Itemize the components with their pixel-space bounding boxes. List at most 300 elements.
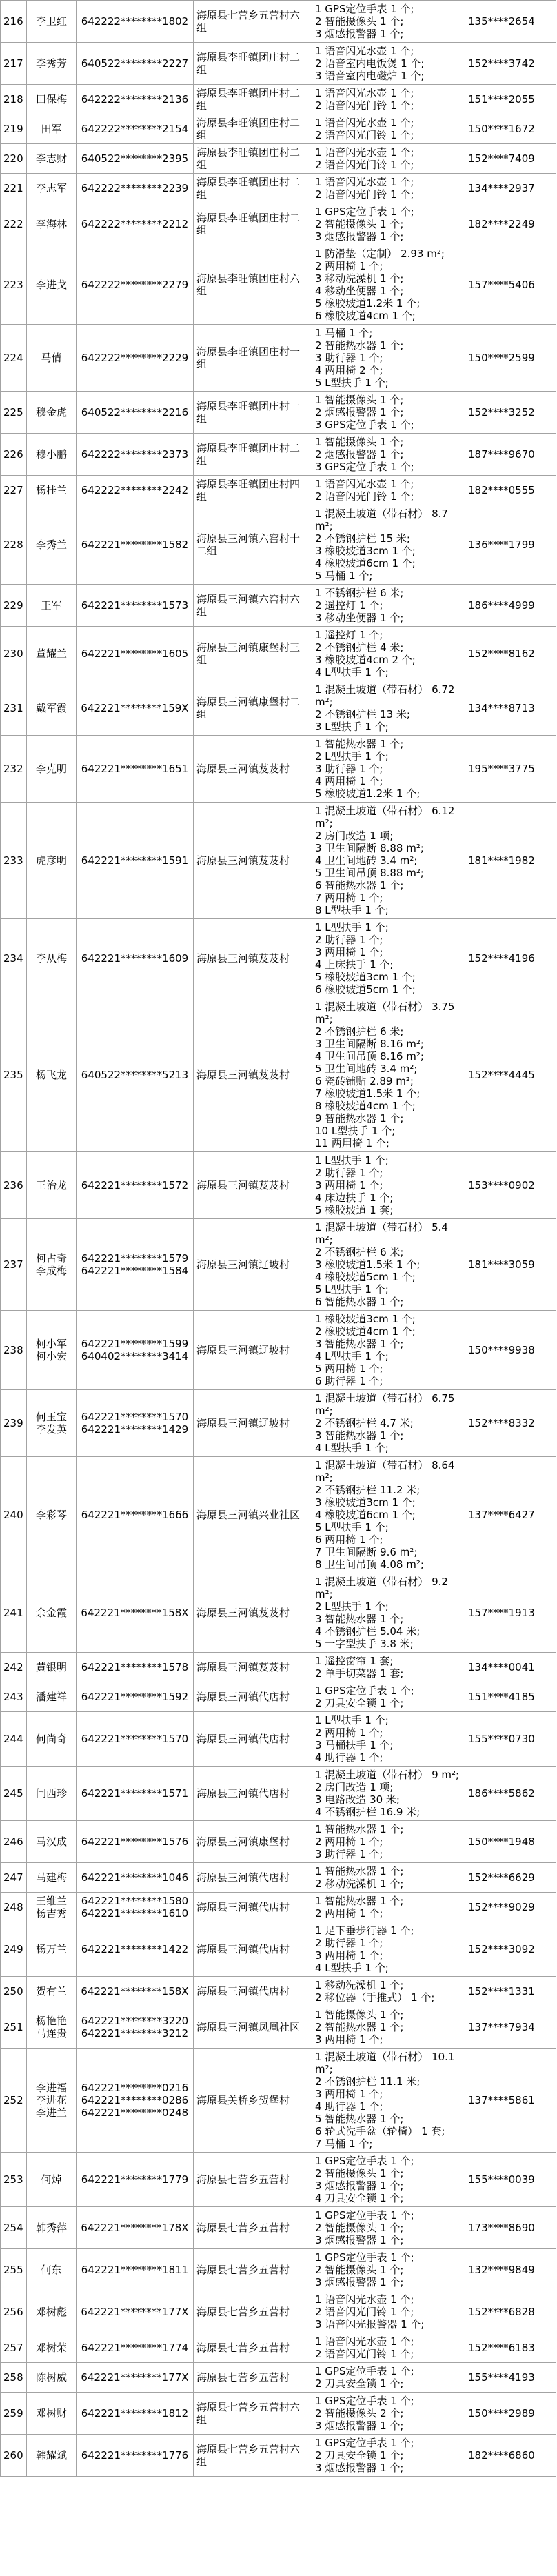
item-line: 3 电路改造 30 米; [315, 1793, 400, 1806]
id-number: 642221********1580 [81, 1895, 189, 1907]
row-index-cell: 238 [1, 1311, 27, 1390]
item-line: 1 混凝土坡道（带石材） 6.12 m²; [315, 805, 455, 829]
item-line: 1 语音闪光水壶 1 个; [315, 176, 414, 188]
id-number: 642222********2136 [81, 93, 189, 105]
person-name: 马连贵 [35, 2027, 67, 2040]
person-name: 柯小宏 [35, 1350, 67, 1362]
table-row [1, 144, 556, 174]
item-line: 3 助行器 1 个; [315, 1848, 383, 1860]
phone-cell: 152****8332 [465, 1390, 556, 1457]
phone-cell: 181****3059 [465, 1219, 556, 1311]
id-number-cell [77, 2006, 194, 2049]
items-cell [312, 2291, 465, 2333]
item-line: 5 L型扶手 1 个; [315, 376, 389, 389]
person-name: 陈树威 [35, 2371, 67, 2384]
item-line: 1 GPS定位手表 1 个; [315, 2155, 414, 2167]
row-index-cell: 240 [1, 1457, 27, 1573]
phone-cell: 155****0039 [465, 2153, 556, 2207]
item-line: 2 语音闪光门铃 1 个; [315, 129, 414, 141]
phone-cell: 152****1331 [465, 1977, 556, 2006]
phone-cell: 186****4999 [465, 585, 556, 627]
id-number-cell [77, 998, 194, 1152]
item-line: 4 橡胶坡道6cm 1 个; [315, 1509, 416, 1521]
item-line: 1 混凝土坡道（带石材） 8.7 m²; [315, 507, 448, 532]
items-cell [312, 85, 465, 114]
phone-cell: 155****0730 [465, 1712, 556, 1767]
phone-cell: 134****2937 [465, 174, 556, 203]
phone-cell: 137****7934 [465, 2006, 556, 2049]
id-number-cell [77, 1682, 194, 1712]
id-number: 640522********2216 [81, 406, 189, 419]
item-line: 2 L型扶手 1 个; [315, 1600, 389, 1613]
table-row [1, 1, 556, 43]
item-line: 3 智能热水器 1 个; [315, 1338, 404, 1350]
item-line: 7 卫生间隔断 9.6 m²; [315, 1546, 418, 1558]
id-number-cell [77, 505, 194, 585]
item-line: 3 两用椅 1 个; [315, 2088, 383, 2100]
id-number-cell [77, 1922, 194, 1977]
item-line: 2 橡胶坡道4cm 1 个; [315, 1325, 416, 1338]
person-name: 李海林 [35, 218, 67, 230]
items-cell [312, 2393, 465, 2435]
id-number-cell [77, 392, 194, 434]
row-index-cell: 250 [1, 1977, 27, 2006]
item-line: 1 足下垂步行器 1 个; [315, 1924, 414, 1937]
items-cell [312, 1457, 465, 1573]
id-number: 642221********177X [81, 2371, 189, 2384]
person-name: 李秀芳 [35, 57, 67, 70]
item-line: 3 烟感报警器 1 个; [315, 2234, 404, 2246]
item-line: 4 床边扶手 1 个; [315, 1191, 394, 1204]
row-index-cell: 228 [1, 505, 27, 585]
item-line: 6 橡胶坡道5cm 1 个; [315, 983, 416, 996]
name-cell [27, 803, 77, 919]
id-number: 642221********1610 [81, 1907, 189, 1920]
phone-cell: 152****9029 [465, 1893, 556, 1922]
id-number: 642221********1570 [81, 1411, 189, 1423]
table-row [1, 2006, 556, 2049]
person-name: 潘建祥 [35, 1691, 67, 1703]
id-number-cell [77, 1573, 194, 1653]
item-line: 1 L型扶手 1 个; [315, 1714, 389, 1727]
id-number-cell [77, 1219, 194, 1311]
table-row [1, 2153, 556, 2207]
item-line: 2 两用椅 1 个; [315, 1727, 383, 1739]
item-line: 1 移动洗澡机 1 个; [315, 1979, 404, 1991]
address-cell: 海原县三河镇芨芨村 [194, 736, 312, 803]
items-cell [312, 998, 465, 1152]
item-line: 6 助行器 1 个; [315, 1375, 383, 1387]
person-name: 何东 [41, 2264, 62, 2276]
person-name: 王治龙 [35, 1179, 67, 1191]
table-row [1, 434, 556, 476]
item-line: 1 语音闪光水壶 1 个; [315, 478, 414, 490]
address-cell: 海原县七营乡五营村六组 [194, 2393, 312, 2435]
id-number-cell [77, 1977, 194, 2006]
item-line: 1 防滑垫（定制） 2.93 m²; [315, 248, 445, 260]
row-index-cell: 219 [1, 114, 27, 144]
id-number: 642221********1570 [81, 1733, 189, 1745]
person-name: 李进花 [35, 2094, 67, 2106]
id-number: 642221********1429 [81, 1423, 189, 1436]
item-line: 4 橡胶坡道5cm 1 个; [315, 1271, 416, 1283]
items-cell [312, 736, 465, 803]
item-line: 2 智能摄像头 1 个; [315, 2222, 404, 2234]
name-cell [27, 1311, 77, 1390]
id-number-cell [77, 1457, 194, 1573]
id-number-cell [77, 1653, 194, 1682]
item-line: 3 烟感报警器 1 个; [315, 28, 404, 40]
item-line: 2 不锈钢护栏 6 米; [315, 1246, 404, 1258]
item-line: 3 橡胶坡道3cm 1 个; [315, 545, 416, 557]
person-name: 李进福 [35, 2082, 67, 2094]
item-line: 6 两用椅 1 个; [315, 1533, 383, 1546]
item-line: 2 移动洗澡机 1 个; [315, 1878, 404, 1890]
name-cell [27, 1712, 77, 1767]
item-line: 2 智能摄像头 1 个; [315, 2264, 404, 2276]
id-number-cell [77, 2435, 194, 2477]
item-line: 3 烟感报警器 1 个; [315, 2180, 404, 2192]
person-name: 闫西珍 [35, 1787, 67, 1800]
items-cell [312, 203, 465, 245]
name-cell [27, 1457, 77, 1573]
name-cell [27, 1893, 77, 1922]
item-line: 2 移位器（手推式） 1 个; [315, 1991, 435, 2004]
items-cell [312, 585, 465, 627]
item-line: 5 L型扶手 1 个; [315, 1283, 389, 1296]
item-line: 2 语音闪光门铃 1 个; [315, 99, 414, 112]
address-cell: 海原县李旺镇团庄村二组 [194, 203, 312, 245]
id-number: 642221********1579 [81, 1252, 189, 1265]
table-row [1, 736, 556, 803]
table-row [1, 1821, 556, 1863]
person-name: 李志军 [35, 182, 67, 194]
id-number: 642221********1571 [81, 1787, 189, 1800]
row-index-cell: 241 [1, 1573, 27, 1653]
table-row [1, 1863, 556, 1893]
phone-cell: 152****6183 [465, 2333, 556, 2363]
row-index-cell: 225 [1, 392, 27, 434]
address-cell: 海原县关桥乡贺堡村 [194, 2049, 312, 2153]
row-index-cell: 258 [1, 2363, 27, 2393]
item-line: 2 智能热水器 1 个; [315, 2021, 404, 2033]
item-line: 6 橡胶坡道4cm 1 个; [315, 310, 416, 322]
id-number: 642222********2154 [81, 123, 189, 135]
row-index-cell: 220 [1, 144, 27, 174]
id-number: 642221********159X [81, 702, 189, 714]
id-number-cell [77, 2049, 194, 2153]
item-line: 2 语音闪光门铃 1 个; [315, 2348, 414, 2360]
item-line: 5 橡胶坡道 1 套; [315, 1204, 394, 1216]
items-cell [312, 1712, 465, 1767]
item-line: 7 两用椅 1 个; [315, 892, 383, 904]
id-number: 642222********2373 [81, 448, 189, 461]
phone-cell: 135****2654 [465, 1, 556, 43]
address-cell: 海原县三河镇辽坡村 [194, 1311, 312, 1390]
row-index-cell: 218 [1, 85, 27, 114]
item-line: 1 语音闪光水壶 1 个; [315, 146, 414, 159]
item-line: 1 GPS定位手表 1 个; [315, 2437, 414, 2449]
items-cell [312, 2333, 465, 2363]
item-line: 5 一字型扶手 3.8 米; [315, 1638, 414, 1650]
items-cell [312, 681, 465, 736]
person-name: 黄银明 [35, 1661, 67, 1673]
items-cell [312, 114, 465, 144]
phone-cell: 152****4196 [465, 919, 556, 998]
phone-cell: 150****1948 [465, 1821, 556, 1863]
items-cell [312, 1863, 465, 1893]
name-cell [27, 85, 77, 114]
phone-cell: 157****1913 [465, 1573, 556, 1653]
item-line: 4 助行器 1 个; [315, 2100, 383, 2113]
item-line: 2 语音闪光门铃 1 个; [315, 490, 414, 503]
name-cell [27, 585, 77, 627]
id-number-cell [77, 2153, 194, 2207]
name-cell [27, 1767, 77, 1821]
table-row [1, 1457, 556, 1573]
table-row [1, 681, 556, 736]
item-line: 5 两用椅 1 个; [315, 1362, 383, 1375]
phone-cell: 136****1799 [465, 505, 556, 585]
item-line: 4 卫生间吊顶 8.16 m²; [315, 1050, 424, 1063]
item-line: 1 混凝土坡道（带石材） 8.64 m²; [315, 1459, 455, 1484]
name-cell [27, 476, 77, 505]
row-index-cell: 249 [1, 1922, 27, 1977]
address-cell: 海原县三河镇代店村 [194, 1863, 312, 1893]
person-name: 何尚奇 [35, 1733, 67, 1745]
name-cell [27, 2049, 77, 2153]
row-index-cell: 227 [1, 476, 27, 505]
person-name: 何焯 [41, 2173, 62, 2186]
address-cell: 海原县七营乡五营村 [194, 2153, 312, 2207]
name-cell [27, 203, 77, 245]
item-line: 4 L型扶手 1 个; [315, 1442, 389, 1454]
id-number: 640522********2395 [81, 152, 189, 165]
item-line: 3 烟感报警器 1 个; [315, 2462, 404, 2474]
phone-cell: 137****6427 [465, 1457, 556, 1573]
id-number: 642221********3220 [81, 2015, 189, 2027]
name-cell [27, 1152, 77, 1219]
item-line: 3 GPS定位手表 1 个; [315, 461, 414, 473]
address-cell: 海原县七营乡五营村六组 [194, 2435, 312, 2477]
item-line: 5 智能热水器 1 个; [315, 2113, 404, 2125]
id-number: 642221********1609 [81, 952, 189, 965]
item-line: 3 语音室内电磁炉 1 个; [315, 70, 425, 82]
item-line: 1 GPS定位手表 1 个; [315, 205, 414, 218]
item-line: 3 语音闪光报警器 1 个; [315, 2318, 425, 2331]
row-index-cell: 257 [1, 2333, 27, 2363]
address-cell: 海原县七营乡五营村 [194, 2249, 312, 2291]
row-index-cell: 235 [1, 998, 27, 1152]
id-number: 642221********1046 [81, 1871, 189, 1884]
address-cell: 海原县三河镇代店村 [194, 1682, 312, 1712]
item-line: 3 两用椅 1 个; [315, 2033, 383, 2046]
items-cell [312, 1653, 465, 1682]
item-line: 4 两用椅 1 个; [315, 775, 383, 787]
item-line: 1 智能热水器 1 个; [315, 1823, 404, 1835]
address-cell: 海原县李旺镇团庄村一组 [194, 325, 312, 392]
name-cell [27, 505, 77, 585]
item-line: 3 烟感报警器 1 个; [315, 2276, 404, 2288]
row-index-cell: 216 [1, 1, 27, 43]
id-number-cell [77, 85, 194, 114]
row-index-cell: 233 [1, 803, 27, 919]
item-line: 1 GPS定位手表 1 个; [315, 2209, 414, 2222]
item-line: 1 GPS定位手表 1 个; [315, 2365, 414, 2377]
row-index-cell: 255 [1, 2249, 27, 2291]
item-line: 5 L型扶手 1 个; [315, 1521, 389, 1533]
person-name: 穆金虎 [35, 406, 67, 419]
id-number: 642222********2242 [81, 484, 189, 496]
item-line: 3 卫生间隔断 8.16 m²; [315, 1038, 424, 1050]
item-line: 2 不锈钢护栏 11.1 米; [315, 2075, 421, 2088]
id-number: 642221********1651 [81, 763, 189, 775]
table-row [1, 1653, 556, 1682]
name-cell [27, 1922, 77, 1977]
id-number-cell [77, 585, 194, 627]
item-line: 2 两用椅 1 个; [315, 1907, 383, 1920]
id-number-cell [77, 245, 194, 325]
address-cell: 海原县三河镇芨芨村 [194, 1573, 312, 1653]
name-cell [27, 2393, 77, 2435]
items-cell [312, 1767, 465, 1821]
table-row [1, 627, 556, 681]
name-cell [27, 736, 77, 803]
name-cell [27, 392, 77, 434]
item-line: 1 遥控灯 1 个; [315, 629, 383, 641]
table-row [1, 1767, 556, 1821]
row-index-cell: 224 [1, 325, 27, 392]
item-line: 1 遥控窗帘 1 套; [315, 1655, 394, 1667]
id-number: 642221********1576 [81, 1835, 189, 1848]
person-name: 何玉宝 [35, 1411, 67, 1423]
item-line: 4 移动坐便器 1 个; [315, 285, 404, 297]
row-index-cell: 256 [1, 2291, 27, 2333]
table-row [1, 505, 556, 585]
id-number-cell [77, 2207, 194, 2249]
table-row [1, 2363, 556, 2393]
table-row [1, 325, 556, 392]
id-number-cell [77, 2249, 194, 2291]
address-cell: 海原县李旺镇团庄村四组 [194, 476, 312, 505]
table-row [1, 85, 556, 114]
address-cell: 海原县三河镇兴业社区 [194, 1457, 312, 1573]
item-line: 3 智能热水器 1 个; [315, 1613, 404, 1625]
person-name: 杨桂兰 [35, 484, 67, 496]
id-number: 642222********1802 [81, 15, 189, 28]
address-cell: 海原县李旺镇团庄村六组 [194, 245, 312, 325]
row-index-cell: 242 [1, 1653, 27, 1682]
address-cell: 海原县七营乡五营村 [194, 2207, 312, 2249]
items-cell [312, 803, 465, 919]
name-cell [27, 2291, 77, 2333]
address-cell: 海原县三河镇康堡村 [194, 1821, 312, 1863]
item-line: 4 助行器 1 个; [315, 1751, 383, 1764]
address-cell: 海原县李旺镇团庄村二组 [194, 43, 312, 85]
phone-cell: 152****7409 [465, 144, 556, 174]
row-index-cell: 226 [1, 434, 27, 476]
address-cell: 海原县三河镇六窑村十二组 [194, 505, 312, 585]
table-row [1, 2333, 556, 2363]
address-cell: 海原县三河镇芨芨村 [194, 919, 312, 998]
table-body [1, 1, 556, 2477]
address-cell: 海原县三河镇康堡村三组 [194, 627, 312, 681]
item-line: 2 智能摄像头 1 个; [315, 2167, 404, 2180]
items-cell [312, 1893, 465, 1922]
person-name: 杨飞龙 [35, 1069, 67, 1081]
address-cell: 海原县三河镇代店村 [194, 1893, 312, 1922]
person-name: 李克明 [35, 763, 67, 775]
name-cell [27, 1219, 77, 1311]
item-line: 1 智能热水器 1 个; [315, 738, 404, 750]
id-number: 642221********1578 [81, 1661, 189, 1673]
row-index-cell: 244 [1, 1712, 27, 1767]
id-number: 642221********1812 [81, 2407, 189, 2419]
table-row [1, 2049, 556, 2153]
item-line: 1 混凝土坡道（带石材） 10.1 m²; [315, 2051, 455, 2075]
person-name: 李彩琴 [35, 1509, 67, 1521]
item-line: 1 语音闪光水壶 1 个; [315, 117, 414, 129]
item-line: 2 刀具安全锁 1 个; [315, 2377, 404, 2390]
person-name: 王军 [41, 599, 62, 612]
item-line: 6 智能热水器 1 个; [315, 879, 404, 892]
table-row [1, 2435, 556, 2477]
item-line: 2 智能摄像头 1 个; [315, 15, 404, 28]
item-line: 2 助行器 1 个; [315, 934, 383, 946]
phone-cell: 151****4185 [465, 1682, 556, 1712]
table-row [1, 1152, 556, 1219]
phone-cell: 182****0555 [465, 476, 556, 505]
phone-cell: 152****6828 [465, 2291, 556, 2333]
phone-cell: 152****3252 [465, 392, 556, 434]
address-cell: 海原县三河镇辽坡村 [194, 1390, 312, 1457]
row-index-cell: 243 [1, 1682, 27, 1712]
table-row [1, 203, 556, 245]
person-name: 马倩 [41, 352, 62, 364]
name-cell [27, 245, 77, 325]
name-cell [27, 919, 77, 998]
phone-cell: 132****9849 [465, 2249, 556, 2291]
address-cell: 海原县三河镇代店村 [194, 1767, 312, 1821]
row-index-cell: 234 [1, 919, 27, 998]
item-line: 1 混凝土坡道（带石材） 9.2 m²; [315, 1576, 448, 1600]
item-line: 2 两用椅 1 个; [315, 260, 383, 272]
items-cell [312, 1682, 465, 1712]
person-name: 李志财 [35, 152, 67, 165]
name-cell [27, 1390, 77, 1457]
item-line: 2 烟感报警器 1 个; [315, 448, 404, 461]
name-cell [27, 2363, 77, 2393]
table-row [1, 392, 556, 434]
phone-cell: 155****4193 [465, 2363, 556, 2393]
item-line: 5 卫生间吊顶 8.88 m²; [315, 867, 424, 879]
phone-cell: 182****2249 [465, 203, 556, 245]
item-line: 8 卫生间吊顶 4.08 m²; [315, 1558, 424, 1571]
table-row [1, 919, 556, 998]
item-line: 2 智能摄像头 2 个; [315, 2407, 404, 2419]
items-cell [312, 2006, 465, 2049]
phone-cell: 195****3775 [465, 736, 556, 803]
items-cell [312, 1311, 465, 1390]
address-cell: 海原县李旺镇团庄村二组 [194, 144, 312, 174]
name-cell [27, 2006, 77, 2049]
id-number-cell [77, 2333, 194, 2363]
phone-cell: 181****1982 [465, 803, 556, 919]
table-row [1, 1219, 556, 1311]
item-line: 4 卫生间地砖 3.4 m²; [315, 854, 418, 867]
address-cell: 海原县七营乡五营村 [194, 2363, 312, 2393]
table-row [1, 1682, 556, 1712]
